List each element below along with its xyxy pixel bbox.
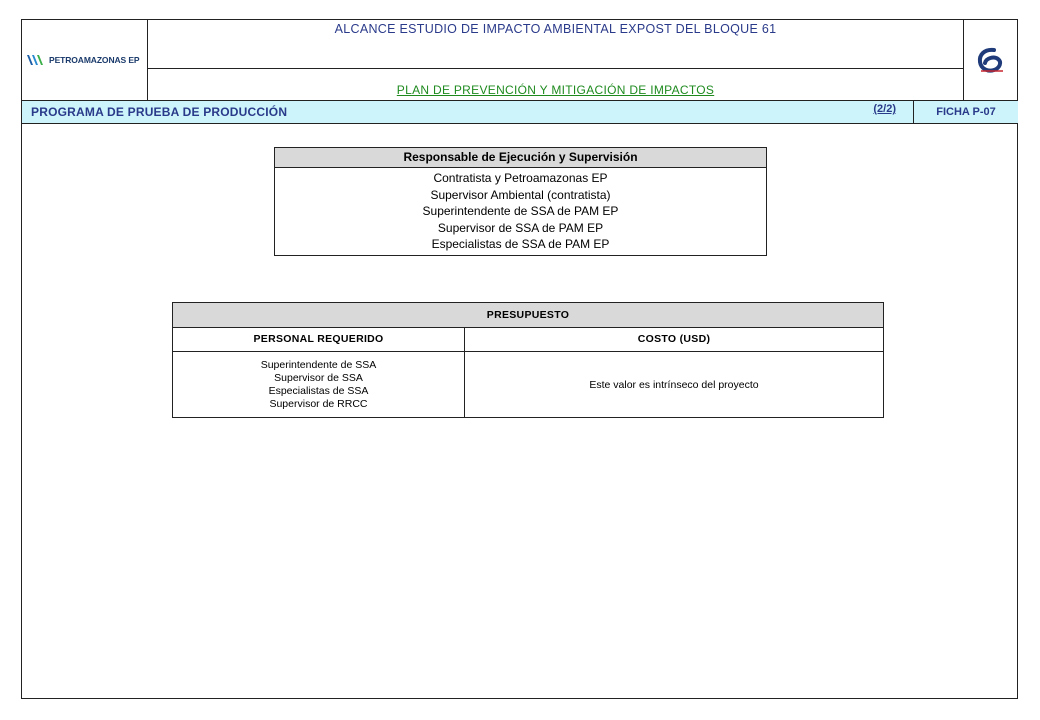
page-number: (2/2) <box>873 103 896 115</box>
personal-cell <box>173 352 464 417</box>
responsable-item: Supervisor Ambiental (contratista) <box>430 187 611 202</box>
personal-item: Especialistas de SSA <box>268 384 369 397</box>
cost-cell: Este valor es intrínseco del proyecto <box>589 378 759 391</box>
personal-item: Supervisor de SSA <box>274 371 363 384</box>
budget-title: PRESUPUESTO <box>173 303 883 327</box>
corner-logo <box>964 20 1018 100</box>
petroamazonas-logo-icon <box>26 53 46 67</box>
budget-table <box>172 302 884 418</box>
personal-item: Supervisor de RRCC <box>269 397 368 410</box>
column-header-personal: PERSONAL REQUERIDO <box>173 328 464 351</box>
company-logo <box>22 20 147 100</box>
responsable-table <box>274 147 767 256</box>
company-seal-icon <box>974 46 1008 74</box>
responsable-item: Superintendente de SSA de PAM EP <box>422 204 619 218</box>
document-subtitle: PLAN DE PREVENCIÓN Y MITIGACIÓN DE IMPACTOS <box>396 83 715 97</box>
responsable-item: Contratista y Petroamazonas EP <box>433 171 608 185</box>
header-divider <box>22 123 1017 124</box>
logo-text: PETROAMAZONAS EP <box>49 55 140 65</box>
column-header-cost: COSTO (USD) <box>465 328 883 351</box>
program-bar <box>22 101 913 123</box>
responsable-item: Supervisor de SSA de PAM EP <box>437 220 604 235</box>
responsable-list <box>275 168 766 253</box>
document-title: ALCANCE ESTUDIO DE IMPACTO AMBIENTAL EXPOST DEL BLOQUE 61 <box>334 22 777 36</box>
sheet-code: FICHA P-07 <box>914 101 1018 123</box>
responsable-item: Especialistas de SSA de PAM EP <box>431 237 610 251</box>
program-title: PROGRAMA DE PRUEBA DE PRODUCCIÓN <box>31 105 288 119</box>
personal-item: Superintendente de SSA <box>260 358 377 371</box>
responsable-heading: Responsable de Ejecución y Supervisión <box>275 148 766 168</box>
